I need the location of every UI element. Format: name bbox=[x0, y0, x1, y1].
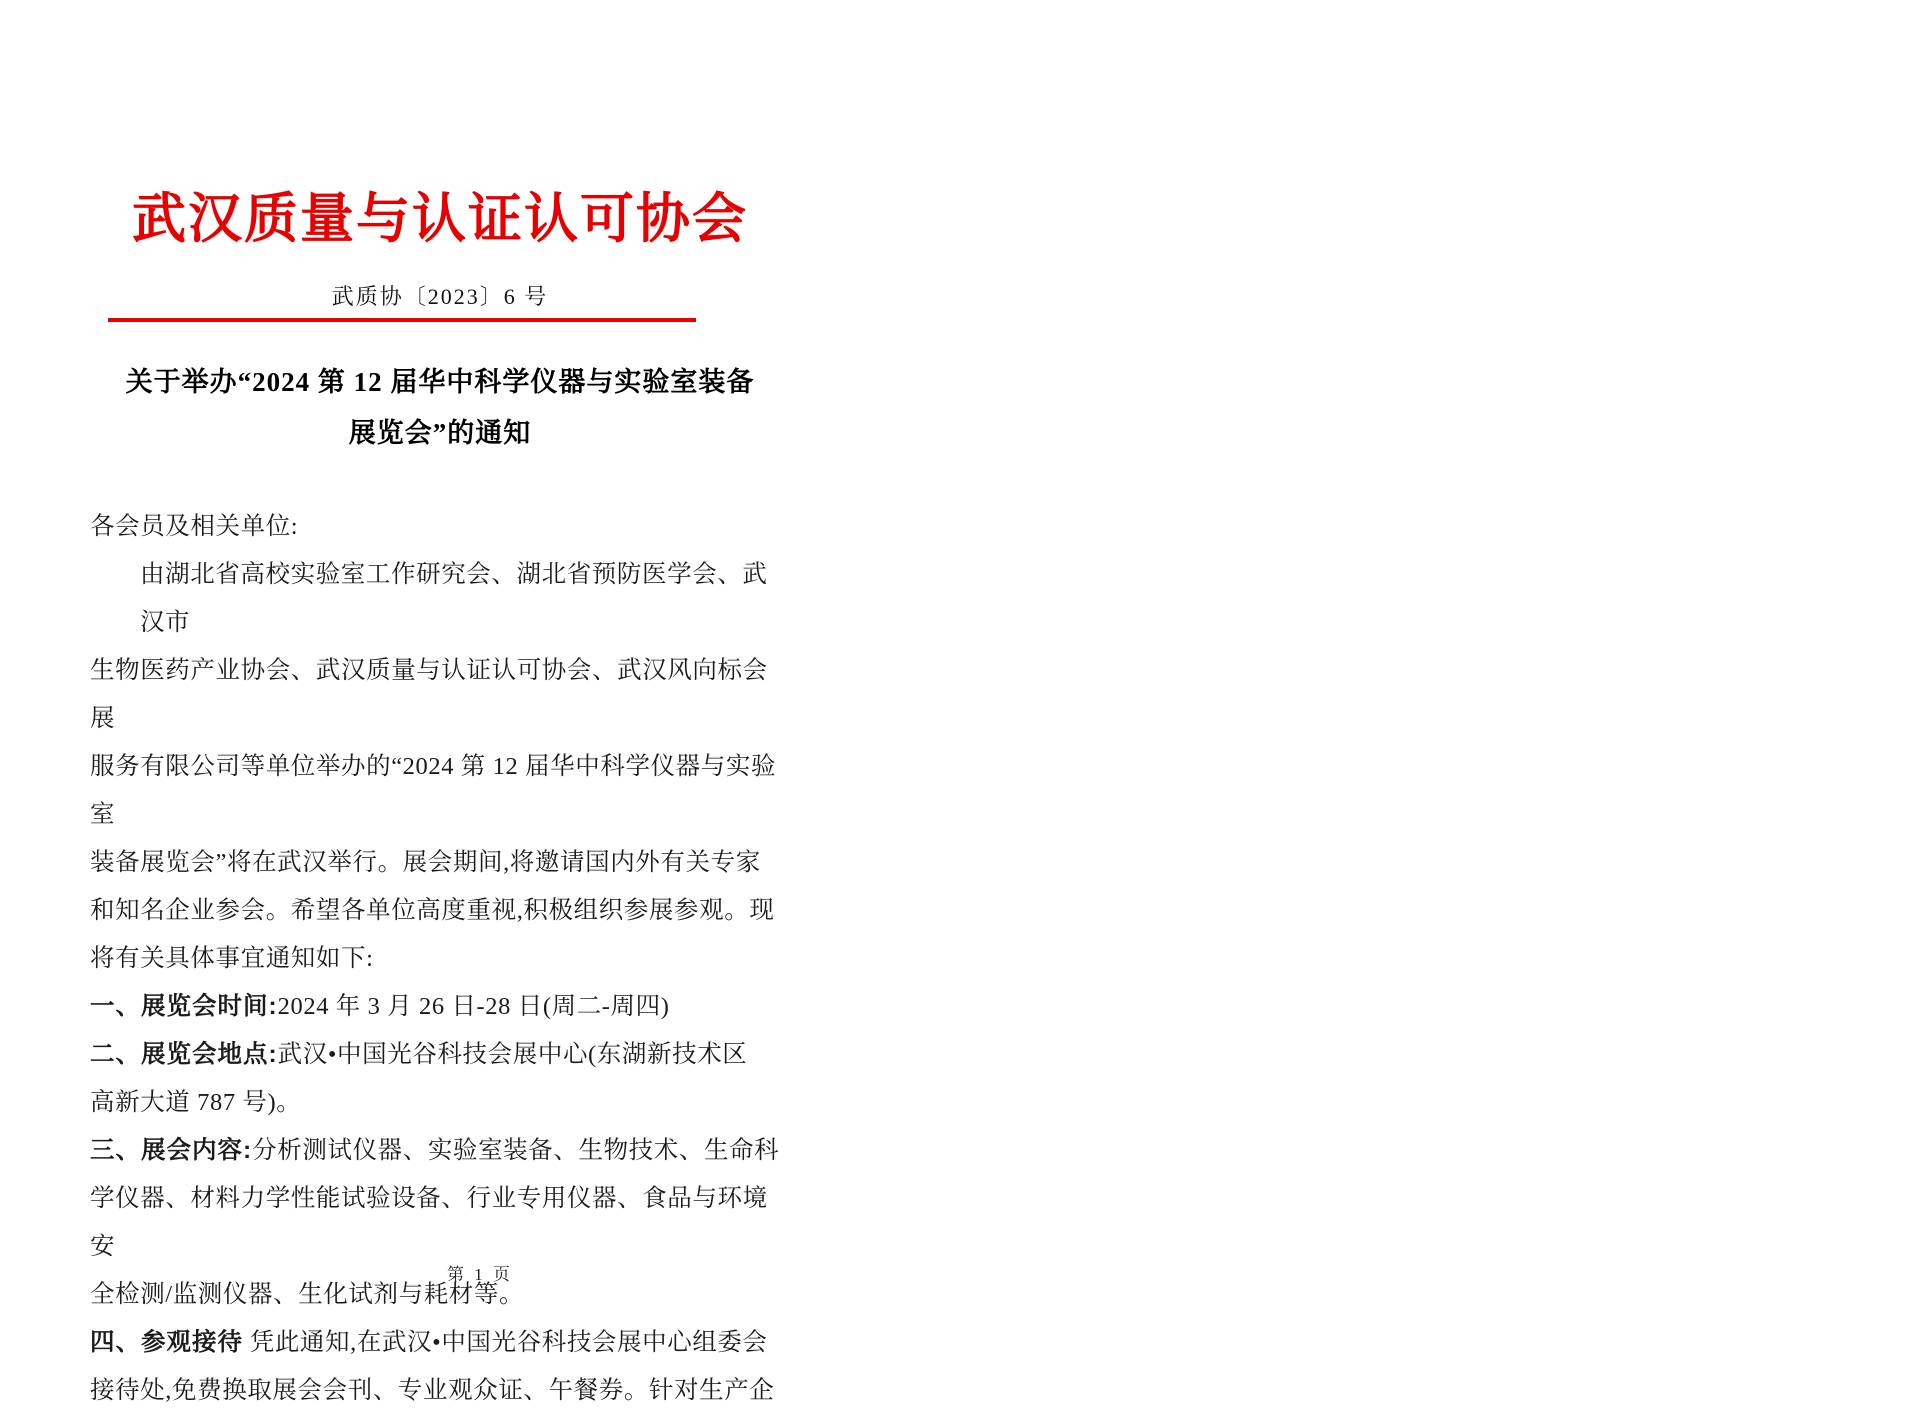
text-line bbox=[90, 839, 790, 887]
text-segment: 装备展览会”将在武汉举行。展会期间,将邀请国内外有关专家 bbox=[90, 849, 761, 876]
text-segment: 生物医药产业协会、武汉质量与认证认可协会、武汉风向标会展 bbox=[90, 657, 768, 732]
text-line bbox=[90, 1079, 790, 1127]
text-line bbox=[90, 983, 790, 1031]
text-segment: 各会员及相关单位: bbox=[90, 513, 299, 540]
text-segment: 接待处,免费换取展会会刊、专业观众证、午餐券。针对生产企 bbox=[90, 1377, 775, 1404]
notice-heading-line1: 关于举办“2024 第 12 届华中科学仪器与实验室装备 bbox=[125, 367, 755, 397]
text-segment: 二、展览会地点: bbox=[90, 1041, 278, 1068]
text-line bbox=[90, 551, 790, 647]
text-segment: 一、展览会时间: bbox=[90, 993, 278, 1020]
page-1 bbox=[0, 0, 960, 1404]
text-line bbox=[90, 935, 790, 983]
text-line bbox=[90, 1127, 790, 1175]
notice-heading bbox=[60, 357, 820, 459]
text-line bbox=[90, 743, 790, 839]
text-line bbox=[90, 647, 790, 743]
text-line bbox=[90, 1175, 790, 1271]
text-segment: 由湖北省高校实验室工作研究会、湖北省预防医学会、武汉市 bbox=[140, 561, 768, 636]
text-segment: 分析测试仪器、实验室装备、生物技术、生命科 bbox=[252, 1137, 780, 1164]
text-segment: 高新大道 787 号)。 bbox=[90, 1089, 302, 1116]
text-segment: 四、参观接待 bbox=[90, 1329, 243, 1356]
text-line bbox=[90, 1367, 790, 1415]
text-segment: 武汉•中国光谷科技会展中心(东湖新技术区 bbox=[277, 1041, 748, 1068]
text-segment: 和知名企业参会。希望各单位高度重视,积极组织参展参观。现 bbox=[90, 897, 775, 924]
text-segment: 全检测/监测仪器、生化试剂与耗材等。 bbox=[90, 1281, 525, 1308]
page1-footer: 第 1 页 bbox=[447, 1265, 513, 1284]
page-2 bbox=[960, 0, 1920, 1357]
text-segment: 将有关具体事宜通知如下: bbox=[90, 945, 374, 972]
text-segment: 2024 年 3 月 26 日-28 日(周二-周四) bbox=[277, 993, 670, 1020]
text-line bbox=[90, 503, 790, 551]
org-title: 武汉质量与认证认可协会 bbox=[132, 189, 748, 249]
text-line bbox=[90, 1031, 790, 1079]
text-line bbox=[90, 887, 790, 935]
doc-number: 武质协〔2023〕6 号 bbox=[331, 284, 549, 309]
notice-heading-line2: 展览会”的通知 bbox=[348, 418, 532, 448]
text-segment: 凭此通知,在武汉•中国光谷科技会展中心组委会 bbox=[243, 1329, 768, 1356]
text-segment: 学仪器、材料力学性能试验设备、行业专用仪器、食品与环境安 bbox=[90, 1185, 768, 1260]
text-segment: 三、展会内容: bbox=[90, 1137, 253, 1164]
text-segment: 服务有限公司等单位举办的“2024 第 12 届华中科学仪器与实验室 bbox=[90, 753, 777, 828]
red-divider bbox=[108, 318, 696, 322]
text-line bbox=[90, 1319, 790, 1367]
